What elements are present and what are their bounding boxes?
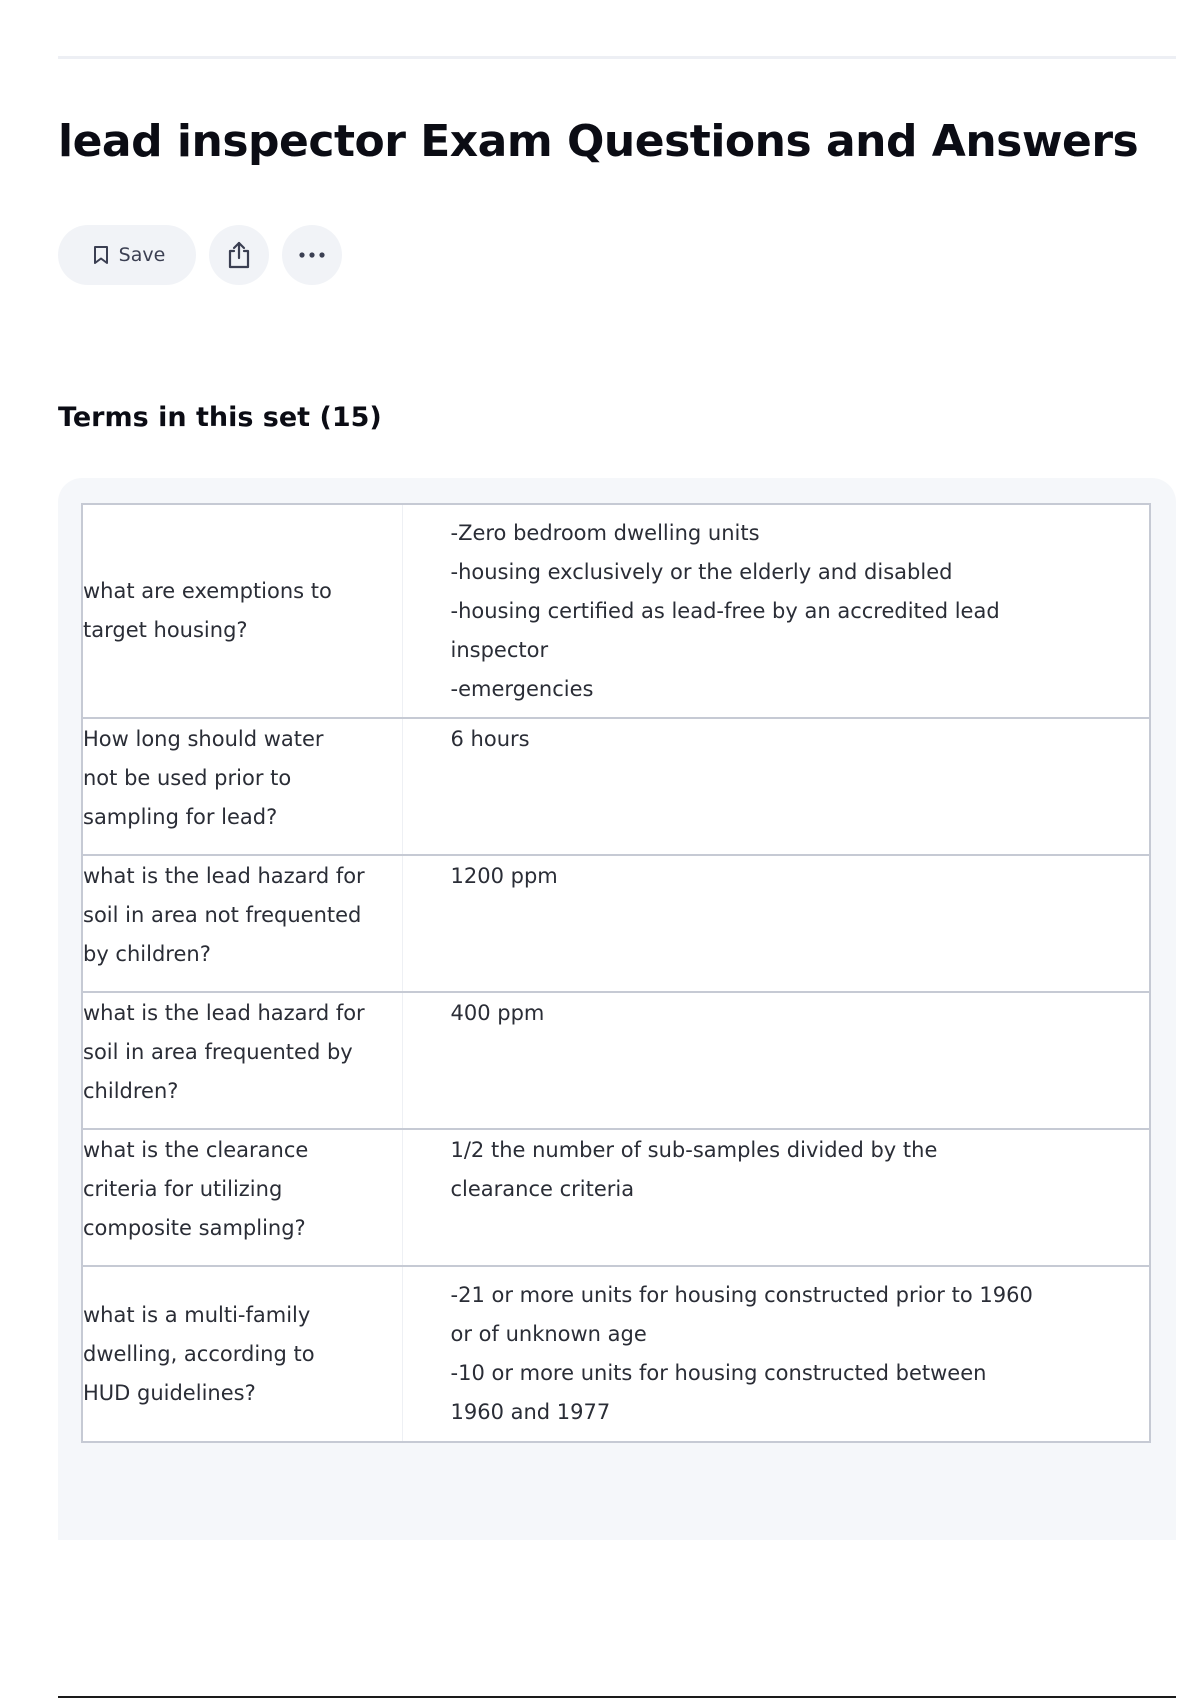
- term-text: target housing?: [83, 618, 248, 642]
- definition-cell: [402, 1266, 1150, 1442]
- page-title: lead inspector Exam Questions and Answers: [58, 116, 1139, 167]
- definition-cell: [402, 855, 1150, 992]
- term-text: what is the lead hazard for: [83, 1001, 365, 1025]
- definition-text: -Zero bedroom dwelling units: [450, 520, 760, 545]
- action-bar: [58, 225, 342, 285]
- definition-text: -10 or more units for housing constructed between: [450, 1361, 987, 1385]
- definition-text: 1/2 the number of sub-samples divided by the: [450, 1138, 938, 1162]
- more-horizontal-icon: [298, 251, 326, 259]
- term-cell: [82, 1266, 402, 1442]
- bookmark-icon: [93, 245, 109, 265]
- table-row: [82, 992, 1150, 1129]
- table-row: [82, 1129, 1150, 1266]
- table-row: [82, 855, 1150, 992]
- definition-text: 1960 and 1977: [450, 1400, 611, 1424]
- term-text: soil in area not frequented: [83, 903, 362, 927]
- term-text: sampling for lead?: [83, 805, 278, 829]
- terms-heading: Terms in this set (15): [58, 402, 382, 433]
- definition-text: -emergencies: [450, 676, 594, 701]
- definition-text: inspector: [450, 637, 549, 662]
- definition-text: 1200 ppm: [450, 864, 558, 888]
- term-text: what is the lead hazard for: [83, 864, 365, 888]
- definition-text: -housing certified as lead-free by an accredited lead: [450, 598, 1000, 623]
- definition-cell: [402, 718, 1150, 855]
- bottom-divider: [58, 1696, 1176, 1698]
- share-icon: [226, 240, 252, 270]
- term-text: soil in area frequented by: [83, 1040, 353, 1064]
- definition-cell: [402, 992, 1150, 1129]
- term-cell: [82, 992, 402, 1129]
- term-text: How long should water: [83, 727, 324, 751]
- term-text: what is a multi-family: [83, 1302, 311, 1327]
- term-cell: [82, 504, 402, 718]
- term-text: criteria for utilizing: [83, 1177, 283, 1201]
- definition-text: clearance criteria: [450, 1177, 635, 1201]
- definition-text: -21 or more units for housing constructed prior to 1960: [450, 1283, 1033, 1307]
- term-text: HUD guidelines?: [83, 1380, 256, 1405]
- definition-cell: [402, 1129, 1150, 1266]
- terms-panel: [58, 478, 1176, 1540]
- term-cell: [82, 855, 402, 992]
- term-text: dwelling, according to: [83, 1341, 315, 1366]
- table-row: [82, 504, 1150, 718]
- term-text: not be used prior to: [83, 766, 292, 790]
- term-text: composite sampling?: [83, 1216, 306, 1240]
- term-text: what are exemptions to: [83, 579, 332, 603]
- table-row: [82, 1266, 1150, 1442]
- save-label: Save: [118, 244, 166, 266]
- terms-table: [81, 503, 1151, 1443]
- share-button[interactable]: [209, 225, 269, 285]
- more-button[interactable]: [282, 225, 342, 285]
- term-cell: [82, 1129, 402, 1266]
- definition-text: or of unknown age: [450, 1322, 647, 1346]
- top-divider: [58, 56, 1176, 59]
- definition-text: -housing exclusively or the elderly and disabled: [450, 559, 953, 584]
- definition-text: 400 ppm: [450, 1001, 545, 1025]
- term-text: by children?: [83, 942, 211, 966]
- term-text: what is the clearance: [83, 1138, 309, 1162]
- term-text: children?: [83, 1079, 179, 1103]
- save-button[interactable]: [58, 225, 196, 285]
- definition-text: 6 hours: [450, 727, 530, 751]
- definition-cell: [402, 504, 1150, 718]
- term-cell: [82, 718, 402, 855]
- table-row: [82, 718, 1150, 855]
